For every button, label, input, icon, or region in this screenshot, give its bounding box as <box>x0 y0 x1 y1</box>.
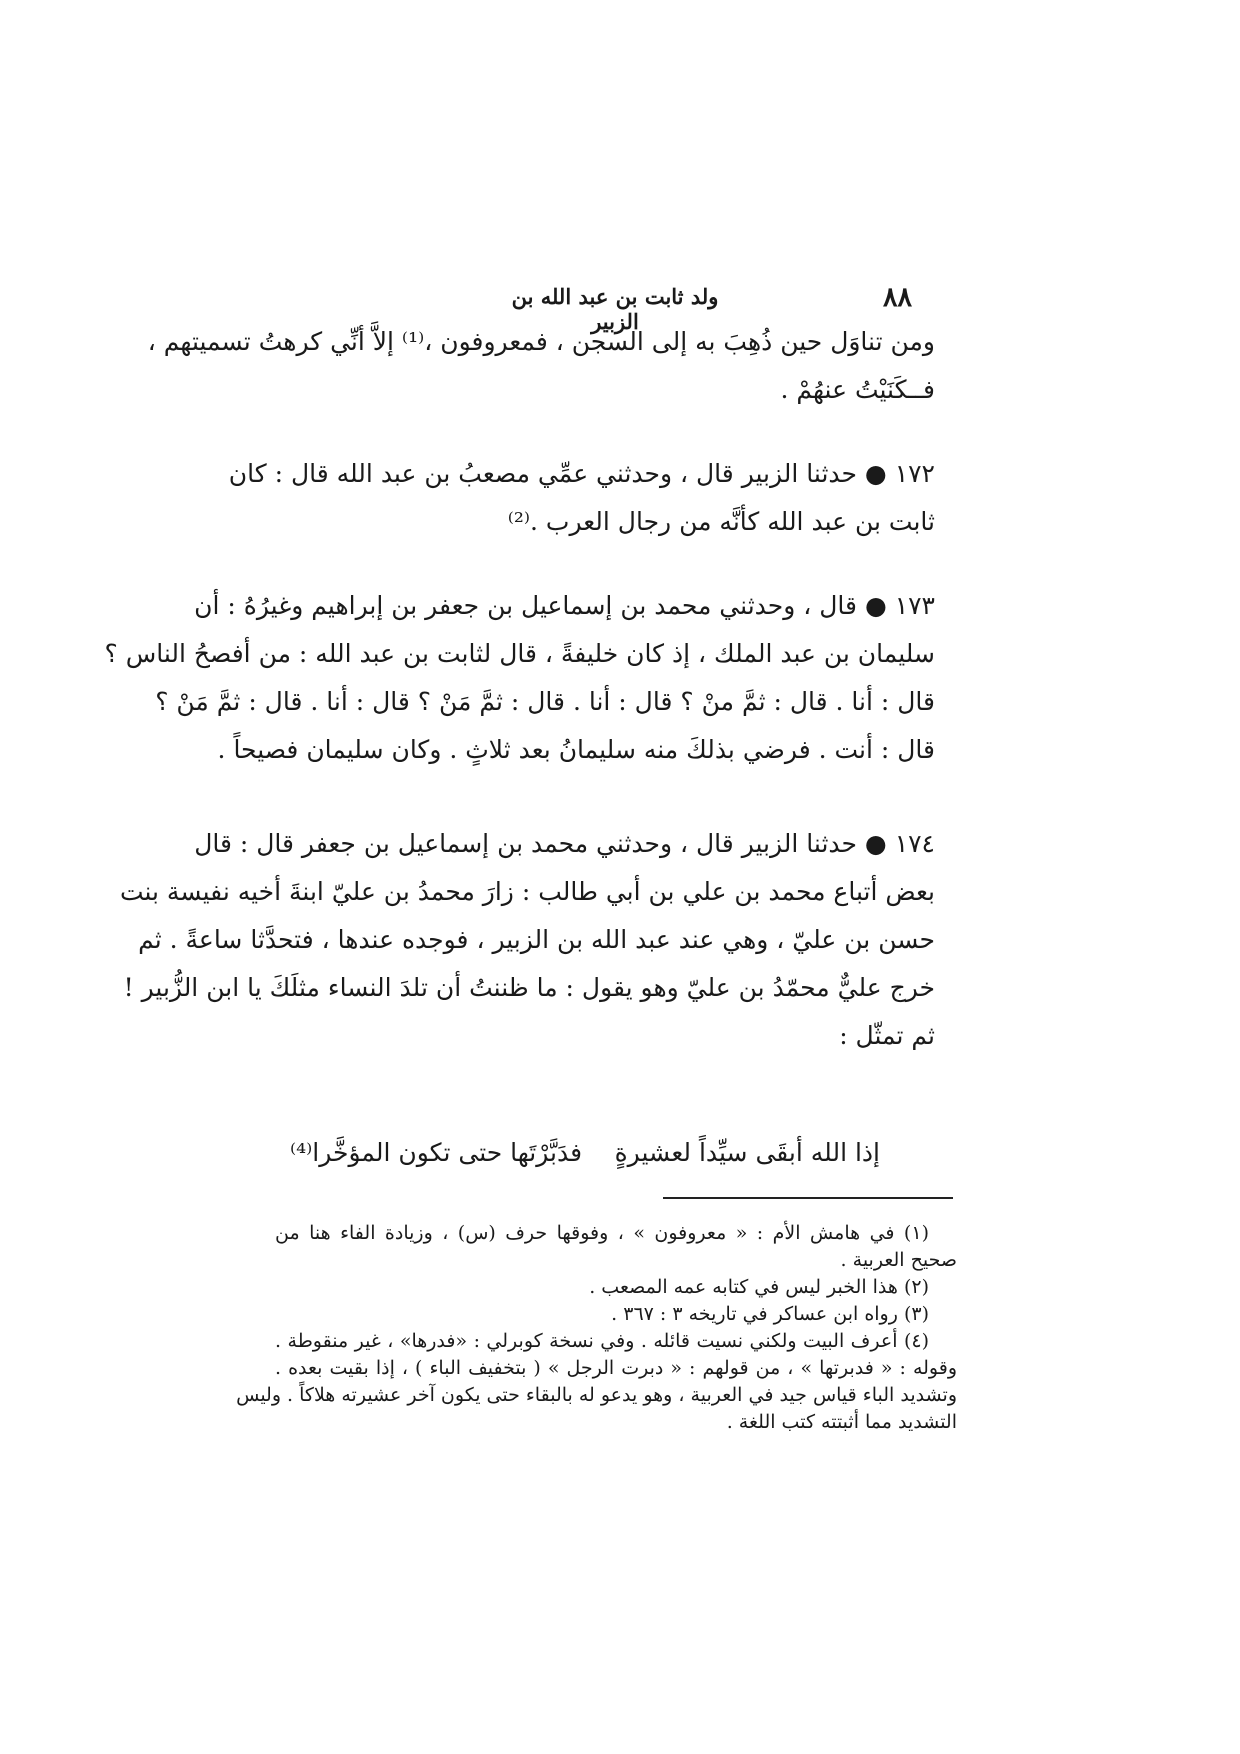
verse-first-hemistich: إذا الله أبقَى سيِّداً لعشيرةٍ <box>614 1138 880 1167</box>
paragraph-173 <box>104 582 935 774</box>
text-line: حسن بن عليّ ، وهي عند عبد الله بن الزبير ، فوجده عندها ، فتحدَّثا ساعةً . ثم <box>138 925 935 954</box>
text-line: فــكَنَيْتُ عنهُمْ . <box>780 375 935 404</box>
text-line: قال : أنا . قال : ثمَّ منْ ؟ قال : أنا . قال : ثمَّ مَنْ ؟ قال : أنا . قال : ثمَّ مَنْ ؟ <box>155 687 935 716</box>
text-line: ١٧٤ ● حدثنا الزبير قال ، وحدثني محمد بن إسماعيل بن جعفر قال : قال <box>194 829 935 858</box>
text-line: ١٧٣ ● قال ، وحدثني محمد بن إسماعيل بن جعفر بن إبراهيم وغيرُهُ : أن <box>194 591 935 620</box>
footnote-line: (٤) أعرف البيت ولكني نسيت قائله . وفي نسخة كوبرلي : «فدرها» ، غير منقوطة . <box>275 1330 929 1352</box>
text-line: ثم تمثّل : <box>839 1021 935 1050</box>
footnote-line: التشديد مما أثبتته كتب اللغة . <box>726 1411 957 1433</box>
footnotes <box>236 1220 957 1436</box>
footnote-line: (٣) رواه ابن عساكر في تاريخه ٣ : ٣٦٧ . <box>611 1303 929 1325</box>
poetry-verse <box>290 1129 880 1177</box>
text-line: سليمان بن عبد الملك ، إذ كان خليفةً ، قال لثابت بن عبد الله : من أفصحُ الناس ؟ <box>104 639 935 668</box>
footnote-line: صحيح العربية . <box>840 1249 957 1271</box>
footnote-line: وقوله : « فدبرتها » ، من قولهم : « دبرت الرجل » ( بتخفيف الباء ) ، إذا بقيت بعده . <box>275 1357 957 1379</box>
footnote-line: وتشديد الباء قياس جيد في العربية ، وهو يدعو له بالبقاء حتى يكون آخر عشيرته هلاكاً . وليس <box>236 1384 957 1406</box>
verse-second-hemistich: فدَبَّرْتَها حتى تكون المؤخَّرا⁽⁴⁾ <box>290 1138 583 1167</box>
text-line: ١٧٢ ● حدثنا الزبير قال ، وحدثني عمِّي مصعبُ بن عبد الله قال : كان <box>228 459 935 488</box>
paragraph-174 <box>119 820 935 1060</box>
footnote-separator <box>663 1197 953 1199</box>
text-line: خرج عليٌّ محمّدُ بن عليّ وهو يقول : ما ظننتُ أن تلدَ النساء مثلَكَ يا ابن الزُّبير ! <box>123 973 935 1002</box>
text-line: بعض أتباع محمد بن علي بن أبي طالب : زارَ محمدُ بن عليّ ابنةَ أخيه نفيسة بنت <box>119 877 935 906</box>
page-header <box>240 282 930 334</box>
running-title: ولد ثابت بن عبد الله بن الزبير <box>511 284 719 334</box>
text-line: ومن تناوَل حين ذُهِبَ به إلى السجن ، فمعروفون ،⁽¹⁾ إلاَّ أنِّي كرهتُ تسميتهم ، <box>147 327 935 356</box>
text-line: ثابت بن عبد الله كأنَّه من رجال العرب .⁽²⁾ <box>507 507 935 536</box>
footnote-line: (٢) هذا الخبر ليس في كتابه عمه المصعب . <box>589 1276 929 1298</box>
paragraph-continuation <box>147 318 935 414</box>
page-number: ٨٨ <box>882 282 912 313</box>
footnote-line: (١) في هامش الأم : « معروفون » ، وفوقها حرف (س) ، وزيادة الفاء هنا من <box>275 1222 929 1244</box>
paragraph-172 <box>228 450 935 546</box>
text-line: قال : أنت . فرضي بذلكَ منه سليمانُ بعد ثلاثٍ . وكان سليمان فصيحاً . <box>217 735 935 764</box>
